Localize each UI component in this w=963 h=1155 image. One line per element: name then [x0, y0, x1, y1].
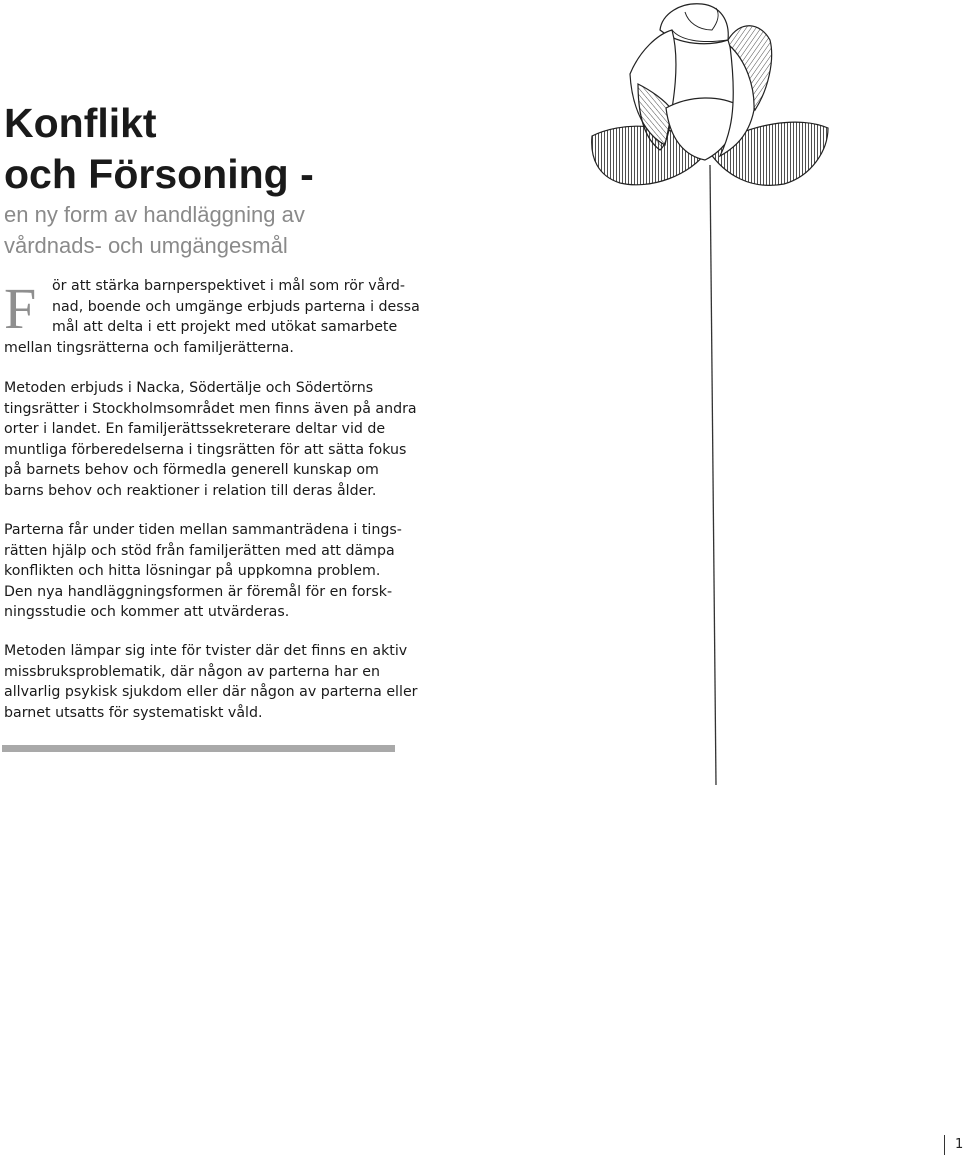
- intro-line: ör att stärka barnperspektivet i mål som rör vård-: [52, 278, 406, 294]
- paragraph-line: tingsrätter i Stockholmsområdet men finns även på andra: [4, 400, 417, 417]
- intro-line: mellan tingsrätterna och familjerätterna.: [4, 339, 294, 356]
- paragraph-line: muntliga förberedelserna i tingsrätten för att sätta fokus: [4, 441, 407, 458]
- rose-flower-illustration: [580, 0, 840, 790]
- paragraph-line: Metoden erbjuds i Nacka, Södertälje och Södertörns: [4, 380, 374, 396]
- paragraph-exclusions: [4, 641, 418, 723]
- paragraph-line: rätten hjälp och stöd från familjerätten med att dämpa: [4, 542, 395, 559]
- paragraph-line: Den nya handläggningsformen är föremål för en forsk-: [4, 583, 393, 600]
- intro-line: nad, boende och umgänge erbjuds parterna i dessa: [52, 298, 420, 315]
- paragraph-line: ningsstudie och kommer att utvärderas.: [4, 604, 290, 620]
- paragraph-line: konflikten och hitta lösningar på uppkomna problem.: [4, 563, 381, 579]
- section-divider: [2, 745, 395, 752]
- paragraph-line: missbruksproblematik, där någon av parterna har en: [4, 663, 380, 680]
- page-subtitle: [4, 199, 305, 261]
- title-line-1: Konflikt: [4, 100, 157, 146]
- paragraph-line: barns behov och reaktioner i relation till deras ålder.: [4, 482, 377, 499]
- paragraph-line: Metoden lämpar sig inte för tvister där det finns en aktiv: [4, 643, 408, 659]
- paragraph-line: på barnets behov och förmedla generell kunskap om: [4, 462, 379, 478]
- intro-line: mål att delta i ett projekt med utökat samarbete: [52, 319, 398, 335]
- paragraph-line: barnet utsatts för systematiskt våld.: [4, 704, 263, 721]
- intro-paragraph: [4, 276, 420, 358]
- paragraph-support: [4, 520, 404, 623]
- drop-cap-letter: F: [4, 276, 37, 341]
- page-number: 1: [944, 1135, 963, 1155]
- paragraph-line: allvarlig psykisk sjukdom eller där någon av parterna eller: [4, 684, 418, 700]
- subtitle-line-2: vårdnads- och umgängesmål: [4, 233, 288, 258]
- page-title: [4, 98, 314, 200]
- subtitle-line-1: en ny form av handläggning av: [4, 202, 305, 227]
- title-line-2: och Försoning -: [4, 151, 314, 197]
- paragraph-line: orter i landet. En familjerättssekreterare deltar vid de: [4, 421, 386, 437]
- paragraph-methods: [4, 378, 417, 501]
- paragraph-line: Parterna får under tiden mellan sammanträdena i tings-: [4, 522, 402, 538]
- stem-shape: [710, 165, 716, 785]
